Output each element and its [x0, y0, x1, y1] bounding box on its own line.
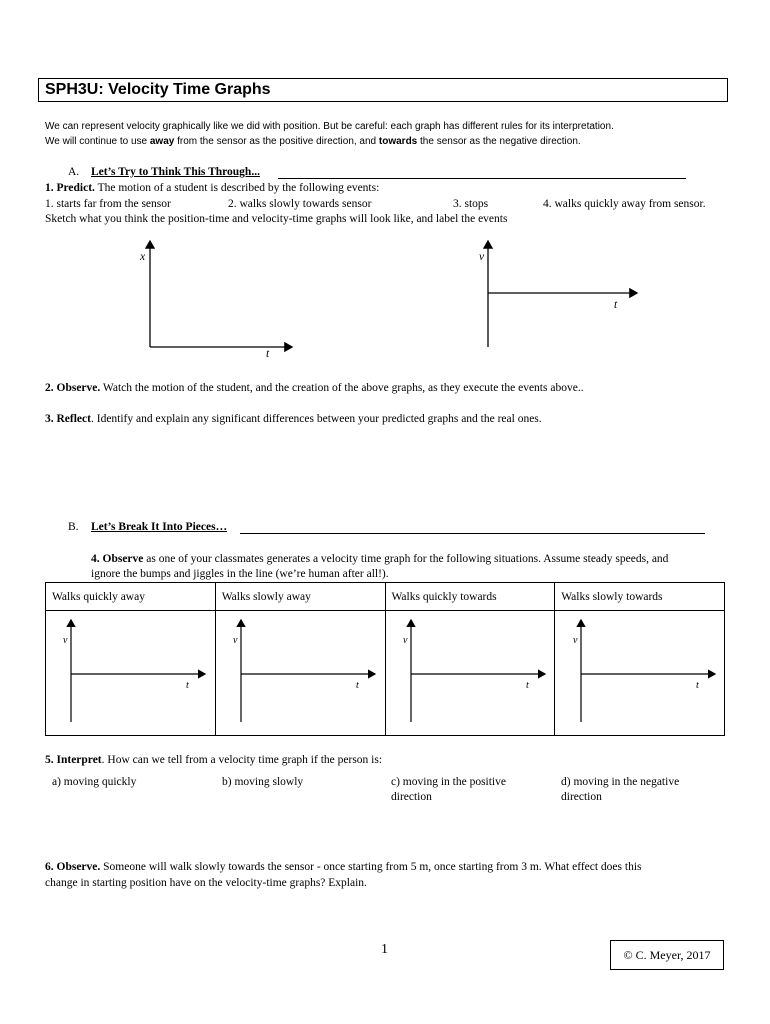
cell-axes-layer	[62, 614, 722, 726]
title-box	[38, 78, 728, 102]
question-6-line-1: 6. Observe. Someone will walk slowly towards the sensor - once starting from 5 m, once starting from 3 m. What effect does this	[45, 861, 642, 873]
velocity-time-axes	[475, 235, 645, 355]
section-b-title: Let’s Break It Into Pieces…	[91, 521, 228, 533]
page-title: SPH3U: Velocity Time Graphs	[45, 81, 271, 98]
q5-option-a: a) moving quickly	[52, 776, 137, 788]
section-a-letter: A.	[68, 166, 80, 178]
graph1-x-label: t	[266, 348, 270, 360]
cell2-x-label: t	[356, 680, 359, 691]
intro-paragraph	[45, 119, 745, 149]
cell4-y-label: v	[573, 635, 578, 646]
question-4-line-2: ignore the bumps and jiggles in the line (we’re human after all!).	[91, 568, 389, 580]
cell-axes-4	[581, 620, 715, 722]
question-4-line-1: 4. Observe as one of your classmates generates a velocity time graph for the following situations. Assume steady speeds, and	[91, 553, 669, 565]
copyright-box: © C. Meyer, 2017	[610, 940, 724, 970]
column-header-2: Walks slowly away	[215, 583, 385, 611]
event-4: 4. walks quickly away from sensor.	[543, 198, 706, 210]
event-3: 3. stops	[453, 198, 489, 210]
section-b-letter: B.	[68, 521, 79, 533]
table-header-row	[46, 583, 725, 611]
cell-axes-2	[241, 620, 375, 722]
section-a-title: Let’s Try to Think This Through...	[91, 166, 260, 178]
q5-option-b: b) moving slowly	[222, 776, 304, 788]
position-time-axes	[130, 235, 300, 360]
question-5: 5. Interpret. How can we tell from a velocity time graph if the person is:	[45, 754, 383, 766]
question-3: 3. Reflect. Identify and explain any significant differences between your predicted graphs and the real ones.	[45, 413, 542, 425]
cell3-y-label: v	[403, 635, 408, 646]
event-2: 2. walks slowly towards sensor	[228, 198, 372, 210]
q5-option-d: d) moving in the negative direction	[561, 776, 680, 803]
cell1-y-label: v	[63, 635, 68, 646]
page-number: 1	[381, 942, 388, 957]
cell1-x-label: t	[186, 680, 189, 691]
sketch-instruction: Sketch what you think the position-time and velocity-time graphs will look like, and label the events	[45, 213, 508, 225]
column-header-1: Walks quickly away	[46, 583, 216, 611]
column-header-4: Walks slowly towards	[555, 583, 725, 611]
cell2-y-label: v	[233, 635, 238, 646]
intro-line-2: We will continue to use away from the sensor as the positive direction, and towards the sensor as the negative direction.	[45, 136, 581, 147]
q5-option-c: c) moving in the positive direction	[391, 776, 506, 803]
question-1: 1. Predict. The motion of a student is described by the following events:	[45, 182, 380, 194]
cell3-x-label: t	[526, 680, 529, 691]
event-1: 1. starts far from the sensor	[45, 198, 171, 210]
cell-axes-1	[71, 620, 205, 722]
question-2: 2. Observe. Watch the motion of the student, and the creation of the above graphs, as they execute the events above..	[45, 382, 584, 394]
cell-axes-3	[411, 620, 545, 722]
graph2-y-label: v	[479, 251, 485, 263]
section-a-rule	[278, 178, 686, 179]
section-b-rule	[240, 533, 705, 534]
graph2-x-label: t	[614, 299, 618, 311]
column-header-3: Walks quickly towards	[385, 583, 555, 611]
intro-line-1: We can represent velocity graphically like we did with position. But be careful: each graph has different rules for its interpretation.	[45, 121, 614, 132]
question-6-line-2: change in starting position have on the velocity-time graphs? Explain.	[45, 877, 367, 889]
cell4-x-label: t	[696, 680, 699, 691]
graph1-y-label: x	[140, 251, 146, 263]
